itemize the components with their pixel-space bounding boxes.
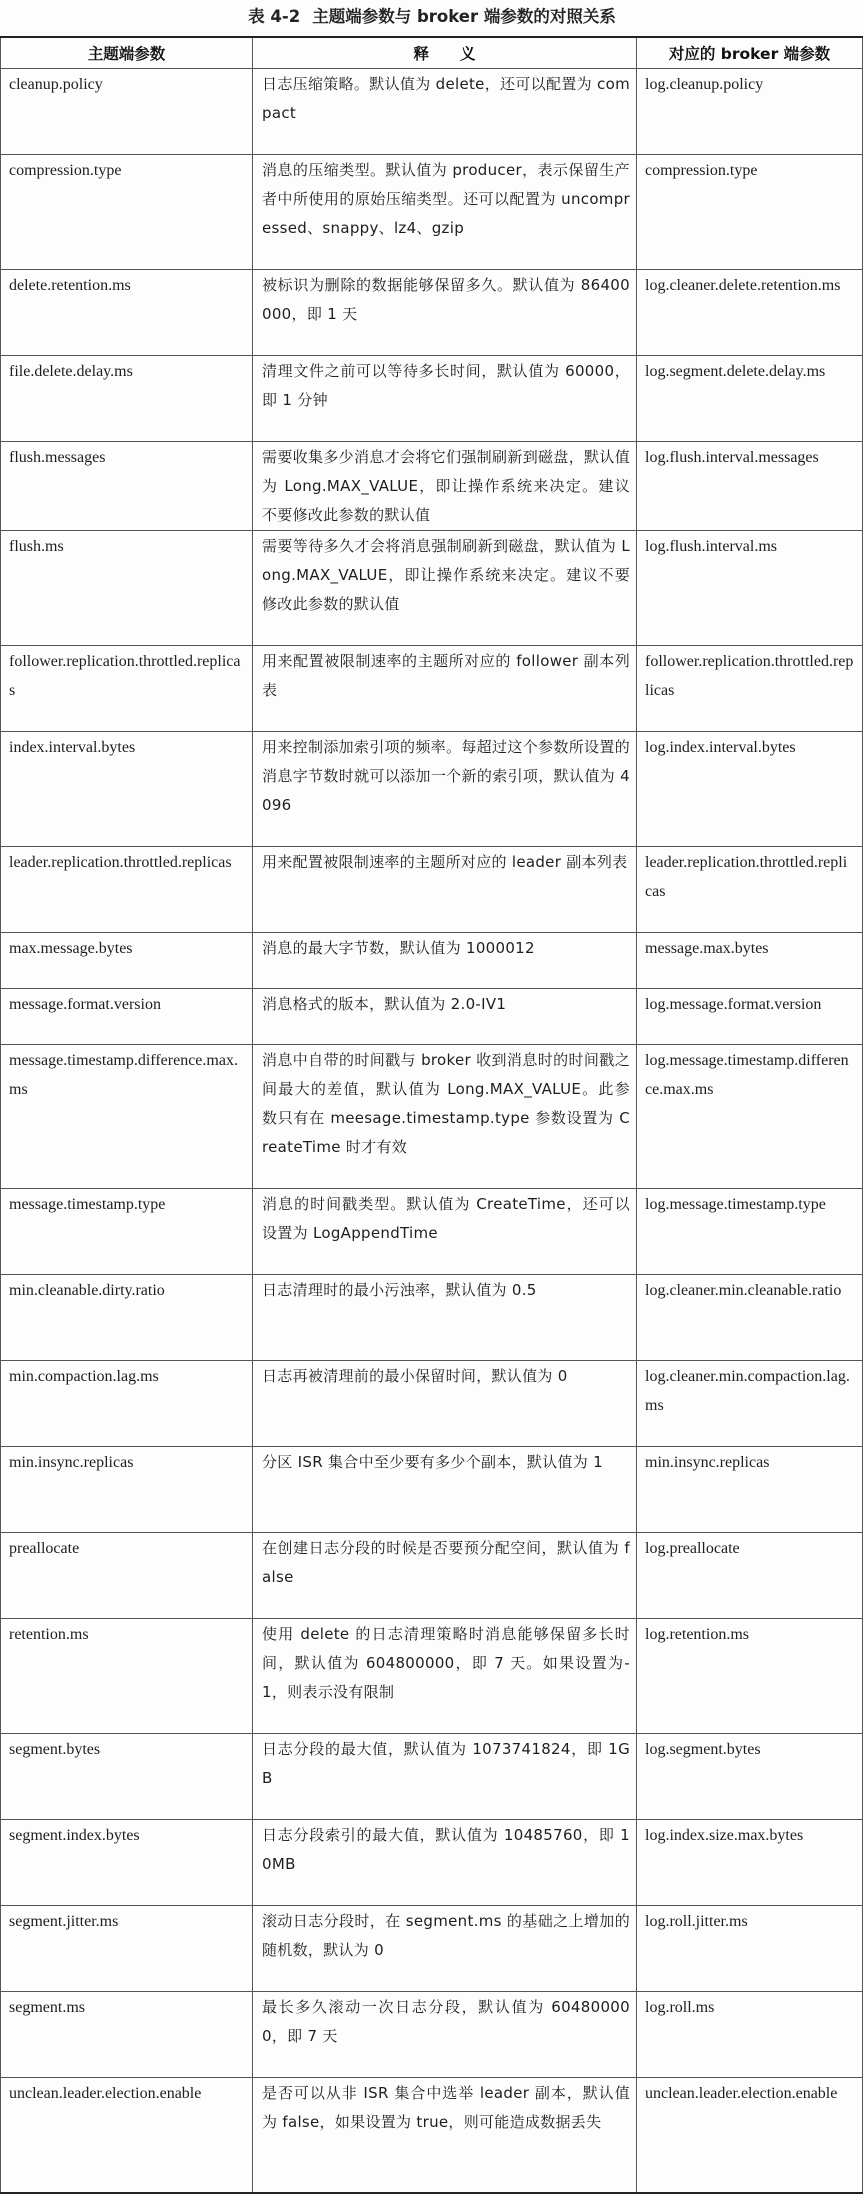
description-cell: 日志清理时的最小污浊率，默认值为 0.5 (253, 1275, 637, 1361)
topic-param-cell: flush.ms (1, 531, 253, 646)
description-cell: 在创建日志分段的时候是否要预分配空间，默认值为 false (253, 1533, 637, 1619)
broker-param-cell: message.max.bytes (637, 933, 863, 989)
description-cell: 用来控制添加索引项的频率。每超过这个参数所设置的消息字节数时就可以添加一个新的索引项，默认值为 4096 (253, 732, 637, 847)
broker-param-cell: log.message.format.version (637, 989, 863, 1045)
broker-param-cell: log.cleaner.min.cleanable.ratio (637, 1275, 863, 1361)
table-row (1, 1906, 863, 1992)
description-cell: 消息的压缩类型。默认值为 producer，表示保留生产者中所使用的原始压缩类型。还可以配置为 uncompressed、snappy、lz4、gzip (253, 155, 637, 270)
topic-param-cell: min.compaction.lag.ms (1, 1361, 253, 1447)
header-description: 释 义 (253, 37, 637, 69)
table-row (1, 270, 863, 356)
table-row (1, 1734, 863, 1820)
topic-param-cell: index.interval.bytes (1, 732, 253, 847)
topic-param-cell: cleanup.policy (1, 69, 253, 155)
broker-param-cell: log.message.timestamp.type (637, 1189, 863, 1275)
topic-param-cell: segment.index.bytes (1, 1820, 253, 1906)
description-cell: 日志再被清理前的最小保留时间，默认值为 0 (253, 1361, 637, 1447)
topic-param-cell: follower.replication.throttled.replicas (1, 646, 253, 732)
description-cell: 日志分段索引的最大值，默认值为 10485760，即 10MB (253, 1820, 637, 1906)
table-row (1, 1619, 863, 1734)
broker-param-cell: log.index.size.max.bytes (637, 1820, 863, 1906)
table-row (1, 531, 863, 646)
description-cell: 被标识为删除的数据能够保留多久。默认值为 86400000，即 1 天 (253, 270, 637, 356)
table-row (1, 155, 863, 270)
table-row (1, 989, 863, 1045)
description-cell: 消息的最大字节数，默认值为 1000012 (253, 933, 637, 989)
broker-param-cell: min.insync.replicas (637, 1447, 863, 1533)
broker-param-cell: log.flush.interval.ms (637, 531, 863, 646)
topic-param-cell: unclean.leader.election.enable (1, 2078, 253, 2194)
broker-param-cell: log.preallocate (637, 1533, 863, 1619)
description-cell: 用来配置被限制速率的主题所对应的 follower 副本列表 (253, 646, 637, 732)
table-row (1, 1992, 863, 2078)
topic-param-cell: file.delete.delay.ms (1, 356, 253, 442)
broker-param-cell: follower.replication.throttled.replicas (637, 646, 863, 732)
description-cell: 日志压缩策略。默认值为 delete，还可以配置为 compact (253, 69, 637, 155)
broker-param-cell: log.roll.ms (637, 1992, 863, 2078)
broker-param-cell: unclean.leader.election.enable (637, 2078, 863, 2194)
topic-param-cell: min.insync.replicas (1, 1447, 253, 1533)
table-row (1, 732, 863, 847)
topic-param-cell: message.timestamp.difference.max.ms (1, 1045, 253, 1189)
table-row (1, 1275, 863, 1361)
table-header-row (1, 37, 863, 69)
header-topic-param: 主题端参数 (1, 37, 253, 69)
broker-param-cell: log.flush.interval.messages (637, 442, 863, 531)
table-row (1, 2078, 863, 2194)
topic-param-cell: min.cleanable.dirty.ratio (1, 1275, 253, 1361)
topic-param-cell: retention.ms (1, 1619, 253, 1734)
description-cell: 用来配置被限制速率的主题所对应的 leader 副本列表 (253, 847, 637, 933)
topic-param-cell: segment.bytes (1, 1734, 253, 1820)
broker-param-cell: log.cleanup.policy (637, 69, 863, 155)
table-body (1, 69, 863, 2194)
table-row (1, 1361, 863, 1447)
broker-param-cell: log.cleaner.min.compaction.lag.ms (637, 1361, 863, 1447)
description-cell: 滚动日志分段时，在 segment.ms 的基础之上增加的随机数，默认为 0 (253, 1906, 637, 1992)
description-cell: 是否可以从非 ISR 集合中选举 leader 副本，默认值为 false，如果设置为 true，则可能造成数据丢失 (253, 2078, 637, 2194)
table-row (1, 1045, 863, 1189)
description-cell: 分区 ISR 集合中至少要有多少个副本，默认值为 1 (253, 1447, 637, 1533)
topic-param-cell: message.format.version (1, 989, 253, 1045)
table-row (1, 1820, 863, 1906)
header-broker-param: 对应的 broker 端参数 (637, 37, 863, 69)
description-cell: 消息的时间戳类型。默认值为 CreateTime，还可以设置为 LogAppendTime (253, 1189, 637, 1275)
broker-param-cell: compression.type (637, 155, 863, 270)
broker-param-cell: leader.replication.throttled.replicas (637, 847, 863, 933)
broker-param-cell: log.roll.jitter.ms (637, 1906, 863, 1992)
broker-param-cell: log.index.interval.bytes (637, 732, 863, 847)
table-row (1, 1189, 863, 1275)
topic-param-cell: preallocate (1, 1533, 253, 1619)
broker-param-cell: log.retention.ms (637, 1619, 863, 1734)
description-cell: 消息中自带的时间戳与 broker 收到消息时的时间戳之间最大的差值，默认值为 Long.MAX_VALUE。此参数只有在 meesage.timestamp.type 参数设置为 CreateTime 时才有效 (253, 1045, 637, 1189)
table-row (1, 847, 863, 933)
table-caption (0, 2, 864, 32)
topic-param-cell: message.timestamp.type (1, 1189, 253, 1275)
broker-param-cell: log.message.timestamp.difference.max.ms (637, 1045, 863, 1189)
description-cell: 最长多久滚动一次日志分段，默认值为 604800000，即 7 天 (253, 1992, 637, 2078)
table-title: 主题端参数与 broker 端参数的对照关系 (312, 7, 616, 26)
description-cell: 清理文件之前可以等待多长时间，默认值为 60000，即 1 分钟 (253, 356, 637, 442)
description-cell: 消息格式的版本，默认值为 2.0-IV1 (253, 989, 637, 1045)
table-row (1, 933, 863, 989)
table-number: 表 4-2 (248, 7, 301, 26)
topic-broker-params-table (0, 36, 863, 2194)
description-cell: 需要收集多少消息才会将它们强制刷新到磁盘，默认值为 Long.MAX_VALUE，即让操作系统来决定。建议不要修改此参数的默认值 (253, 442, 637, 531)
topic-param-cell: leader.replication.throttled.replicas (1, 847, 253, 933)
broker-param-cell: log.cleaner.delete.retention.ms (637, 270, 863, 356)
broker-param-cell: log.segment.delete.delay.ms (637, 356, 863, 442)
description-cell: 需要等待多久才会将消息强制刷新到磁盘，默认值为 Long.MAX_VALUE，即让操作系统来决定。建议不要修改此参数的默认值 (253, 531, 637, 646)
table-row (1, 442, 863, 531)
table-row (1, 1533, 863, 1619)
description-cell: 日志分段的最大值，默认值为 1073741824，即 1GB (253, 1734, 637, 1820)
table-row (1, 646, 863, 732)
broker-param-cell: log.segment.bytes (637, 1734, 863, 1820)
topic-param-cell: flush.messages (1, 442, 253, 531)
table-row (1, 356, 863, 442)
topic-param-cell: max.message.bytes (1, 933, 253, 989)
table-row (1, 69, 863, 155)
topic-param-cell: segment.jitter.ms (1, 1906, 253, 1992)
topic-param-cell: delete.retention.ms (1, 270, 253, 356)
topic-param-cell: segment.ms (1, 1992, 253, 2078)
description-cell: 使用 delete 的日志清理策略时消息能够保留多长时间，默认值为 604800000，即 7 天。如果设置为-1，则表示没有限制 (253, 1619, 637, 1734)
table-row (1, 1447, 863, 1533)
topic-param-cell: compression.type (1, 155, 253, 270)
